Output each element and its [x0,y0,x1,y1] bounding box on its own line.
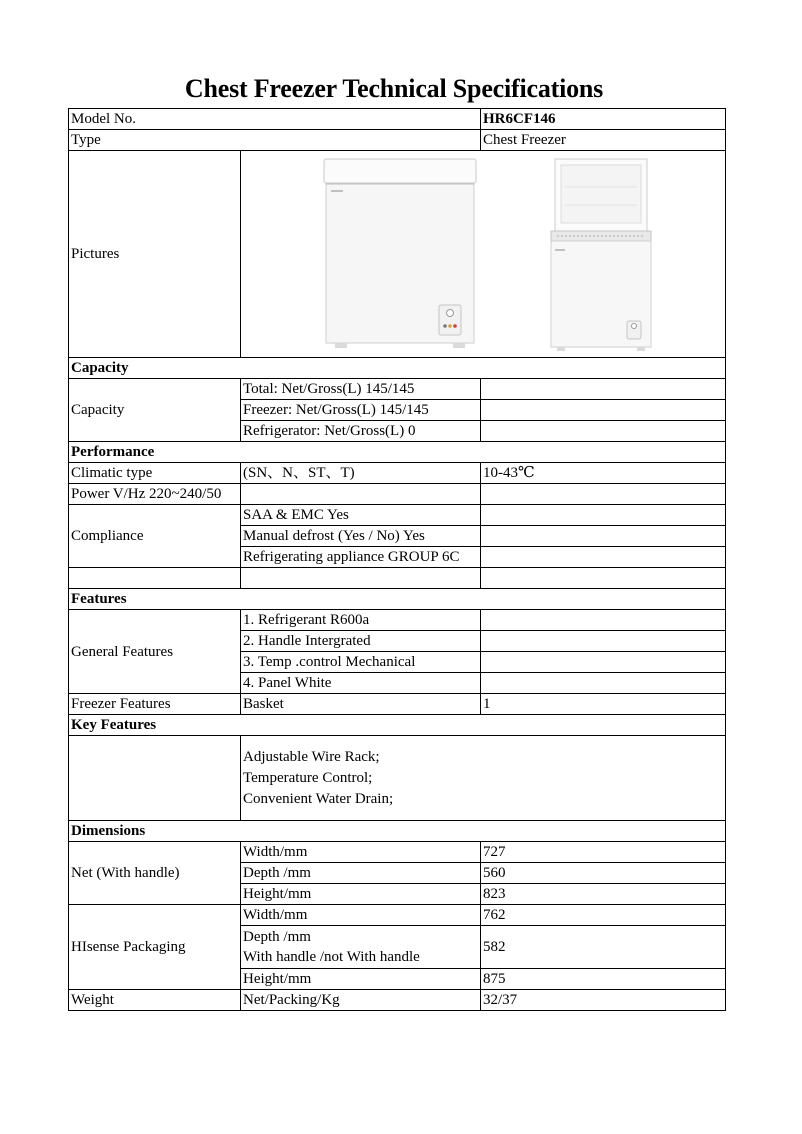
pack-height-label: Height/mm [241,969,481,990]
table-row [69,379,726,400]
key-feature-item: Temperature Control; [243,769,373,786]
pack-height-value: 875 [481,969,726,990]
power-extra [481,484,726,505]
table-row [69,589,726,610]
net-width-value: 727 [481,842,726,863]
net-height-label: Height/mm [241,884,481,905]
table-row [69,463,726,484]
key-feature-item: Adjustable Wire Rack; [243,748,380,765]
empty-cell [69,568,241,589]
compliance-label: Compliance [69,505,241,568]
empty-cell [481,568,726,589]
power-label: Power V/Hz 220~240/50 [69,484,241,505]
type-value: Chest Freezer [481,130,726,151]
table-row [69,358,726,379]
capacity-refrigerator-extra [481,421,726,442]
general-features-label: General Features [69,610,241,694]
net-depth-value: 560 [481,863,726,884]
freezer-features-label: Freezer Features [69,694,241,715]
capacity-label: Capacity [69,379,241,442]
pack-depth-line1: Depth /mm [243,929,311,945]
climatic-range: 10-43℃ [481,463,726,484]
net-height-value: 823 [481,884,726,905]
pack-depth-label [241,926,481,969]
capacity-freezer-extra [481,400,726,421]
pictures-label: Pictures [69,151,241,358]
table-row [69,442,726,463]
table-row [69,484,726,505]
capacity-total-extra [481,379,726,400]
spec-table [68,108,726,1011]
empty-cell [241,568,481,589]
general-feature-item: 1. Refrigerant R600a [241,610,481,631]
pack-width-label: Width/mm [241,905,481,926]
packaging-label: HIsense Packaging [69,905,241,990]
model-value: HR6CF146 [481,109,726,130]
key-features-label-cell [69,736,241,821]
key-features-list [241,736,726,821]
weight-value: 32/37 [481,990,726,1011]
table-row [69,109,726,130]
table-row [69,568,726,589]
compliance-group-extra [481,547,726,568]
capacity-refrigerator: Refrigerator: Net/Gross(L) 0 [241,421,481,442]
key-features-section-heading: Key Features [69,715,726,736]
general-feature-extra [481,631,726,652]
weight-label: Weight [69,990,241,1011]
compliance-saa-extra [481,505,726,526]
table-row [69,151,726,358]
net-width-label: Width/mm [241,842,481,863]
general-feature-extra [481,673,726,694]
freezer-features-qty: 1 [481,694,726,715]
table-row [69,130,726,151]
table-row [69,736,726,821]
weight-name: Net/Packing/Kg [241,990,481,1011]
capacity-section-heading: Capacity [69,358,726,379]
general-feature-extra [481,652,726,673]
compliance-saa: SAA & EMC Yes [241,505,481,526]
net-depth-label: Depth /mm [241,863,481,884]
table-row [69,505,726,526]
pictures-cell [241,151,726,358]
compliance-group: Refrigerating appliance GROUP 6C [241,547,481,568]
page-title: Chest Freezer Technical Specifications [184,74,604,103]
model-label: Model No. [69,109,481,130]
table-row [69,990,726,1011]
table-row [69,821,726,842]
table-row [69,905,726,926]
capacity-freezer: Freezer: Net/Gross(L) 145/145 [241,400,481,421]
type-label: Type [69,130,481,151]
compliance-defrost-extra [481,526,726,547]
pack-depth-line2: With handle /not With handle [243,949,420,965]
key-feature-item: Convenient Water Drain; [243,790,394,807]
climatic-label: Climatic type [69,463,241,484]
freezer-features-value: Basket [241,694,481,715]
dimensions-section-heading: Dimensions [69,821,726,842]
capacity-total: Total: Net/Gross(L) 145/145 [241,379,481,400]
pack-width-value: 762 [481,905,726,926]
climatic-value: (SN、N、ST、T) [241,463,481,484]
compliance-defrost: Manual defrost (Yes / No) Yes [241,526,481,547]
features-section-heading: Features [69,589,726,610]
general-feature-item: 2. Handle Intergrated [241,631,481,652]
general-feature-extra [481,610,726,631]
table-row [69,715,726,736]
freezer-front-closed-icon [321,157,479,353]
table-row [69,842,726,863]
net-dimensions-label: Net (With handle) [69,842,241,905]
pack-depth-value: 582 [481,926,726,969]
table-row [69,694,726,715]
table-row [69,610,726,631]
performance-section-heading: Performance [69,442,726,463]
power-value [241,484,481,505]
general-feature-item: 3. Temp .control Mechanical [241,652,481,673]
general-feature-item: 4. Panel White [241,673,481,694]
freezer-lid-open-icon [547,157,655,353]
